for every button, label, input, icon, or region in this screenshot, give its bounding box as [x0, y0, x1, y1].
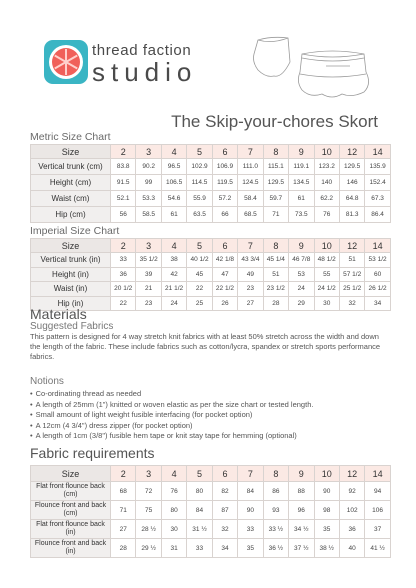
table-cell: 45: [187, 267, 212, 282]
table-cell: 90.2: [136, 159, 161, 175]
table-cell: 115.1: [263, 159, 288, 175]
row-label: Vertical trunk (in): [31, 253, 111, 268]
column-header: 3: [136, 239, 161, 253]
column-header: 12: [339, 239, 364, 253]
table-row: [31, 191, 391, 207]
fabric-requirements-heading: Fabric requirements: [30, 445, 155, 461]
table-cell: 28: [263, 296, 288, 311]
column-header: 5: [187, 145, 212, 159]
table-cell: 80: [161, 501, 186, 520]
table-cell: 37 ½: [289, 539, 314, 558]
materials-description: This pattern is designed for 4 way stretch knit fabrics with at least 50% stretch across the width and down the length of the fabric. These include fabrics such as cotton/lycra, spandex or stretch sports performance fabrics.: [30, 332, 381, 361]
table-cell: 56: [111, 207, 136, 223]
column-header: 2: [111, 145, 136, 159]
table-header-row: [31, 466, 391, 482]
row-label: Hip (cm): [31, 207, 111, 223]
table-cell: 36: [339, 520, 364, 539]
table-cell: 33 ½: [263, 520, 288, 539]
table-row: [31, 267, 391, 282]
column-header: 7: [238, 466, 263, 482]
table-cell: 55: [314, 267, 339, 282]
table-cell: 72: [136, 482, 161, 501]
table-cell: 36 ½: [263, 539, 288, 558]
table-cell: 46 7/8: [289, 253, 314, 268]
table-cell: 140: [314, 175, 339, 191]
table-cell: 87: [212, 501, 237, 520]
column-header-size: Size: [31, 145, 111, 159]
column-header: 5: [187, 239, 212, 253]
table-cell: 55.9: [187, 191, 212, 207]
column-header: 12: [339, 145, 364, 159]
table-cell: 81.3: [339, 207, 364, 223]
table-cell: 31: [161, 539, 186, 558]
table-cell: 48 1/2: [314, 253, 339, 268]
table-cell: 58.4: [238, 191, 263, 207]
table-row: [31, 539, 391, 558]
table-cell: 93: [263, 501, 288, 520]
table-cell: 61: [161, 207, 186, 223]
table-cell: 73.5: [289, 207, 314, 223]
materials-heading: Materials: [30, 306, 87, 322]
table-header-row: [31, 145, 391, 159]
table-row: [31, 175, 391, 191]
table-cell: 23: [136, 296, 161, 311]
table-cell: 68.5: [238, 207, 263, 223]
table-cell: 119.1: [289, 159, 314, 175]
table-cell: 129.5: [339, 159, 364, 175]
column-header: 4: [161, 145, 186, 159]
table-cell: 71: [111, 501, 136, 520]
table-cell: 30: [161, 520, 186, 539]
table-cell: 24: [161, 296, 186, 311]
table-cell: 22: [187, 282, 212, 297]
table-cell: 82: [212, 482, 237, 501]
table-cell: 43 3/4: [238, 253, 263, 268]
column-header: 8: [263, 466, 288, 482]
table-cell: 26 1/2: [365, 282, 390, 297]
table-cell: 23 1/2: [263, 282, 288, 297]
table-cell: 102: [339, 501, 364, 520]
table-cell: 38 ½: [314, 539, 339, 558]
table-cell: 98: [314, 501, 339, 520]
table-cell: 86.4: [365, 207, 390, 223]
table-cell: 60: [365, 267, 390, 282]
table-cell: 99: [136, 175, 161, 191]
table-row: [31, 253, 391, 268]
table-cell: 86: [263, 482, 288, 501]
table-cell: 25: [187, 296, 212, 311]
table-cell: 21: [136, 282, 161, 297]
table-cell: 36: [111, 267, 136, 282]
table-row: [31, 159, 391, 175]
row-label: Flat front flounce back (cm): [31, 482, 111, 501]
table-row: [31, 207, 391, 223]
table-cell: 20 1/2: [111, 282, 136, 297]
table-cell: 88: [289, 482, 314, 501]
table-cell: 58.5: [136, 207, 161, 223]
table-cell: 42: [161, 267, 186, 282]
table-cell: 92: [339, 482, 364, 501]
table-cell: 35 1/2: [136, 253, 161, 268]
table-cell: 49: [238, 267, 263, 282]
column-header: 9: [289, 466, 314, 482]
column-header: 14: [365, 145, 390, 159]
table-row: [31, 282, 391, 297]
table-cell: 75: [136, 501, 161, 520]
table-cell: 21 1/2: [161, 282, 186, 297]
column-header: 5: [187, 466, 212, 482]
table-cell: 51: [263, 267, 288, 282]
brand-name-top: thread faction: [92, 42, 192, 59]
table-cell: 53 1/2: [365, 253, 390, 268]
table-cell: 91.5: [111, 175, 136, 191]
column-header: 9: [289, 239, 314, 253]
table-cell: 24 1/2: [314, 282, 339, 297]
table-cell: 34: [365, 296, 390, 311]
metric-chart-heading: Metric Size Chart: [30, 131, 111, 143]
table-cell: 40 1/2: [187, 253, 212, 268]
brand-name-bottom: studio: [92, 57, 198, 87]
table-cell: 54.6: [161, 191, 186, 207]
table-cell: 22: [111, 296, 136, 311]
table-cell: 114.5: [187, 175, 212, 191]
table-cell: 22 1/2: [212, 282, 237, 297]
table-cell: 134.5: [289, 175, 314, 191]
table-cell: 31 ½: [187, 520, 212, 539]
table-cell: 38: [161, 253, 186, 268]
row-label: Flounce front and back (in): [31, 539, 111, 558]
row-label: Waist (in): [31, 282, 111, 297]
column-header: 3: [136, 466, 161, 482]
table-cell: 33: [187, 539, 212, 558]
table-cell: 59.7: [263, 191, 288, 207]
row-label: Flat front flounce back (in): [31, 520, 111, 539]
table-cell: 30: [314, 296, 339, 311]
table-cell: 106.5: [161, 175, 186, 191]
table-cell: 71: [263, 207, 288, 223]
table-cell: 25 1/2: [339, 282, 364, 297]
list-item: • Small amount of light weight fusible interfacing (for pocket option): [30, 410, 400, 421]
table-cell: 33: [111, 253, 136, 268]
table-cell: 53: [289, 267, 314, 282]
table-cell: 106: [365, 501, 390, 520]
table-cell: 76: [161, 482, 186, 501]
column-header-size: Size: [31, 466, 111, 482]
table-cell: 83.8: [111, 159, 136, 175]
table-cell: 67.3: [365, 191, 390, 207]
table-row: [31, 520, 391, 539]
table-cell: 26: [212, 296, 237, 311]
list-item: • Co-ordinating thread as needed: [30, 389, 400, 400]
column-header: 10: [314, 145, 339, 159]
column-header: 9: [289, 145, 314, 159]
table-cell: 24: [289, 282, 314, 297]
table-cell: 35: [238, 539, 263, 558]
column-header: 4: [161, 466, 186, 482]
column-header: 7: [238, 239, 263, 253]
table-cell: 37: [365, 520, 390, 539]
table-cell: 40: [339, 539, 364, 558]
table-cell: 29 ½: [136, 539, 161, 558]
pattern-title: The Skip-your-chores Skort: [171, 112, 378, 131]
table-cell: 52.1: [111, 191, 136, 207]
column-header: 3: [136, 145, 161, 159]
table-cell: 47: [212, 267, 237, 282]
column-header: 6: [212, 145, 237, 159]
column-header: 7: [238, 145, 263, 159]
table-cell: 152.4: [365, 175, 390, 191]
table-row: [31, 482, 391, 501]
row-label: Height (in): [31, 267, 111, 282]
suggested-fabrics-heading: Suggested Fabrics: [30, 321, 114, 332]
table-cell: 96: [289, 501, 314, 520]
list-item: • A length of 1cm (3/8") fusible hem tape or knit stay tape for hemming (optional): [30, 431, 400, 442]
imperial-size-table: [30, 238, 391, 311]
table-cell: 84: [187, 501, 212, 520]
brand-logo-icon: [44, 40, 88, 84]
fabric-requirements-table: [30, 465, 391, 558]
table-cell: 64.8: [339, 191, 364, 207]
column-header: 14: [365, 466, 390, 482]
column-header: 6: [212, 239, 237, 253]
column-header: 10: [314, 239, 339, 253]
column-header: 2: [111, 239, 136, 253]
table-cell: 135.9: [365, 159, 390, 175]
row-label: Vertical trunk (cm): [31, 159, 111, 175]
row-label: Waist (cm): [31, 191, 111, 207]
table-cell: 53.3: [136, 191, 161, 207]
table-cell: 111.0: [238, 159, 263, 175]
table-cell: 119.5: [212, 175, 237, 191]
table-cell: 66: [212, 207, 237, 223]
table-cell: 62.2: [314, 191, 339, 207]
table-cell: 76: [314, 207, 339, 223]
table-cell: 34: [212, 539, 237, 558]
table-cell: 35: [314, 520, 339, 539]
list-item: • A length of 25mm (1") knitted or woven elastic as per the size chart or tested length.: [30, 400, 400, 411]
table-cell: 23: [238, 282, 263, 297]
column-header: 8: [263, 145, 288, 159]
table-cell: 33: [238, 520, 263, 539]
table-cell: 106.9: [212, 159, 237, 175]
table-cell: 90: [314, 482, 339, 501]
table-row: [31, 501, 391, 520]
column-header: 8: [263, 239, 288, 253]
table-cell: 28: [111, 539, 136, 558]
table-cell: 28 ½: [136, 520, 161, 539]
table-cell: 124.5: [238, 175, 263, 191]
notions-list: [30, 389, 400, 442]
table-cell: 45 1/4: [263, 253, 288, 268]
table-cell: 63.5: [187, 207, 212, 223]
table-cell: 68: [111, 482, 136, 501]
column-header: 12: [339, 466, 364, 482]
row-label: Hip (in): [31, 296, 111, 311]
row-label: Height (cm): [31, 175, 111, 191]
table-cell: 129.5: [263, 175, 288, 191]
table-cell: 90: [238, 501, 263, 520]
table-cell: 39: [136, 267, 161, 282]
imperial-chart-heading: Imperial Size Chart: [30, 225, 120, 237]
column-header: 2: [111, 466, 136, 482]
skort-illustration-icon: [252, 32, 372, 104]
metric-size-table: [30, 144, 391, 223]
column-header: 6: [212, 466, 237, 482]
list-item: • A 12cm (4 3/4") dress zipper (for pocket option): [30, 421, 400, 432]
table-cell: 42 1/8: [212, 253, 237, 268]
table-cell: 32: [212, 520, 237, 539]
column-header: 14: [365, 239, 390, 253]
table-cell: 80: [187, 482, 212, 501]
table-cell: 32: [339, 296, 364, 311]
table-cell: 123.2: [314, 159, 339, 175]
table-cell: 96.5: [161, 159, 186, 175]
column-header: 4: [161, 239, 186, 253]
table-cell: 146: [339, 175, 364, 191]
table-header-row: [31, 239, 391, 253]
table-cell: 57 1/2: [339, 267, 364, 282]
notions-heading: Notions: [30, 376, 64, 387]
table-cell: 61: [289, 191, 314, 207]
table-cell: 27: [111, 520, 136, 539]
table-cell: 94: [365, 482, 390, 501]
column-header: 10: [314, 466, 339, 482]
table-cell: 57.2: [212, 191, 237, 207]
table-cell: 29: [289, 296, 314, 311]
table-cell: 34 ½: [289, 520, 314, 539]
table-cell: 41 ½: [365, 539, 390, 558]
row-label: Flounce front and back (cm): [31, 501, 111, 520]
column-header-size: Size: [31, 239, 111, 253]
table-cell: 84: [238, 482, 263, 501]
table-cell: 51: [339, 253, 364, 268]
table-cell: 27: [238, 296, 263, 311]
table-cell: 102.9: [187, 159, 212, 175]
